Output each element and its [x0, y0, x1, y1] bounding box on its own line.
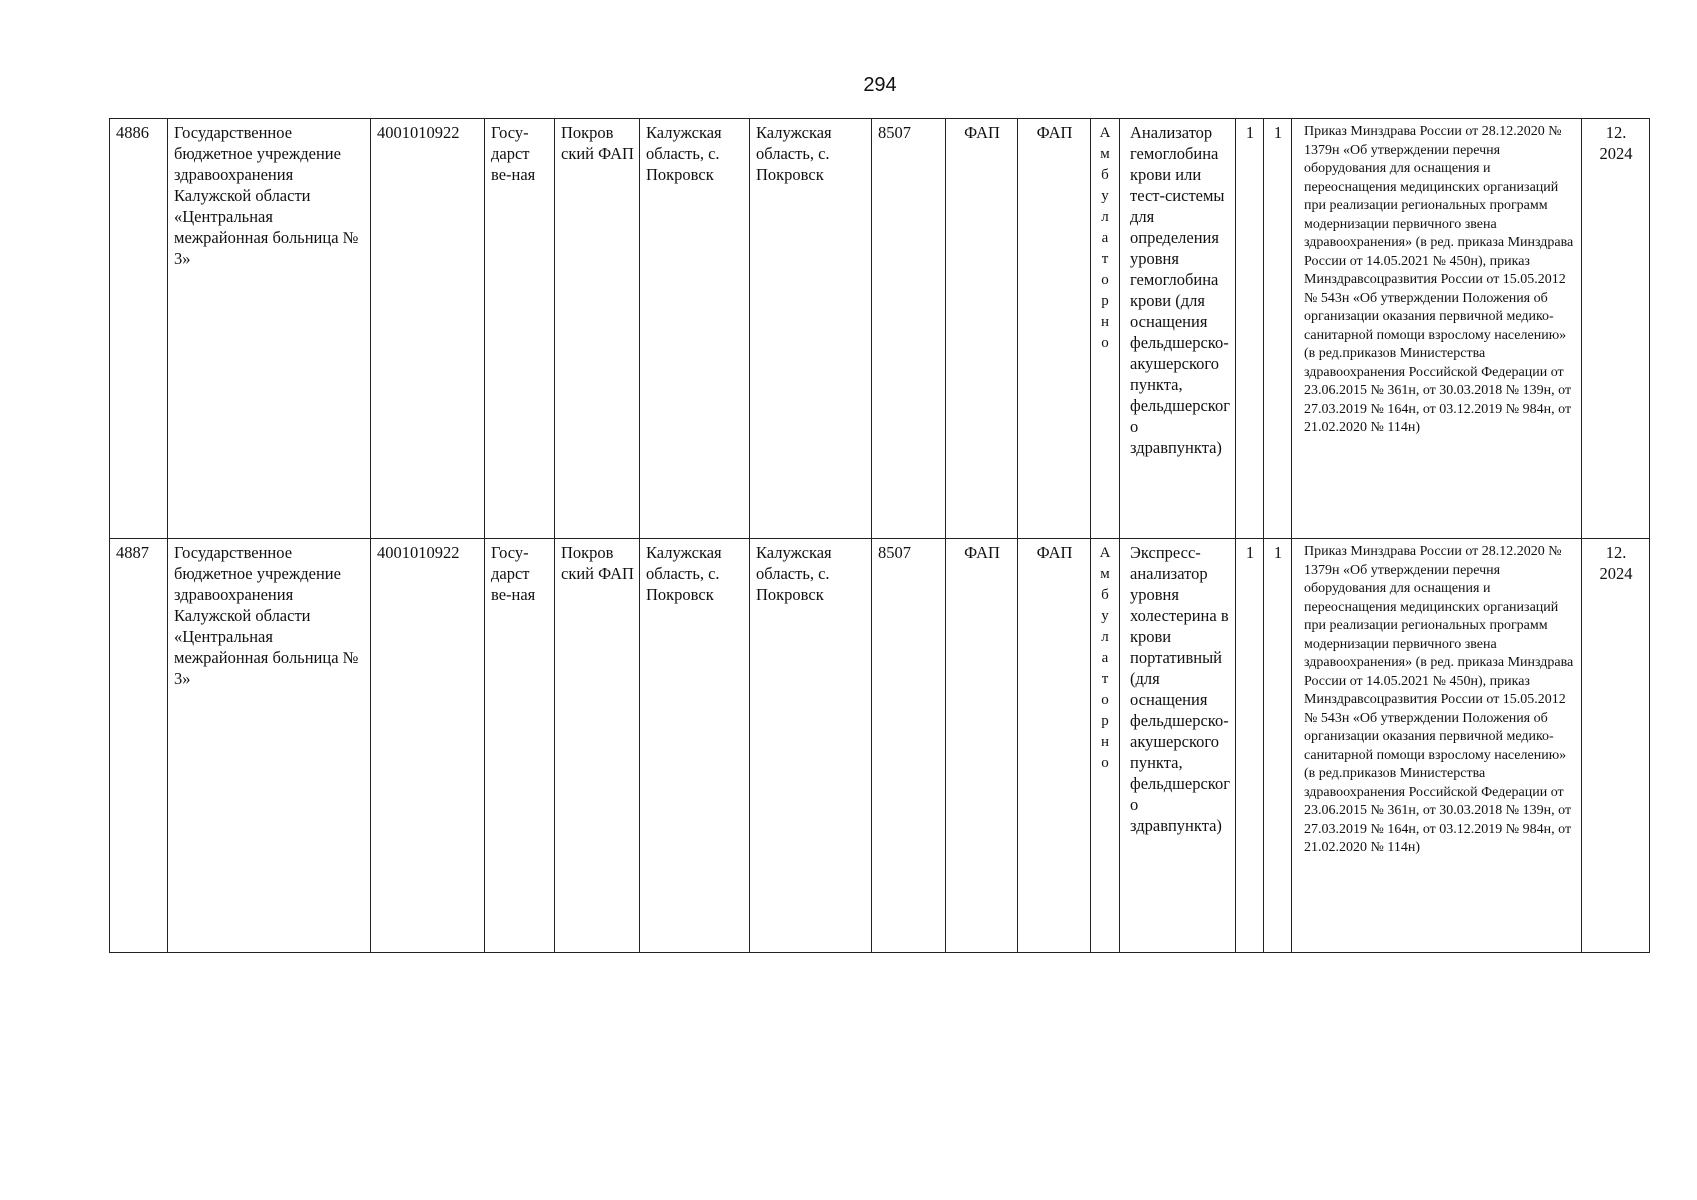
- ownership-cell: Госу-дарст ве-ная: [485, 119, 555, 539]
- legal-address-cell: Калужская область, с. Покровск: [640, 119, 750, 539]
- care-form-cell: А м б у л а т о р н о: [1091, 539, 1120, 953]
- actual-address-cell: Калужская область, с. Покровск: [750, 119, 872, 539]
- date-cell: 12. 2024: [1582, 539, 1650, 953]
- quantity-cell: 1: [1264, 539, 1292, 953]
- date-cell: 12. 2024: [1582, 119, 1650, 539]
- legal-address-cell: Калужская область, с. Покровск: [640, 539, 750, 953]
- type-cell: ФАП: [1018, 119, 1091, 539]
- legal-basis-cell: Приказ Минздрава России от 28.12.2020 № 1379н «Об утверждении перечня оборудования для оснащения и переоснащения медицинских организаций при реализации региональных программ модернизации первичного звена здравоохранения» (в ред. приказа Минздрава России от 14.05.2021 № 450н), приказ Минздравсоцразвития России от 15.05.2012 № 543н «Об утверждении Положения об организации оказания первичной медико-санитарной помощи взрослому населению» (в ред.приказов Министерства здравоохранения Российской Федерации от 23.06.2015 № 361н, от 30.03.2018 № 139н, от 27.03.2019 № 164н, от 03.12.2019 № 984н, от 21.02.2020 № 114н): [1292, 119, 1582, 539]
- code-cell: 8507: [872, 119, 946, 539]
- inn-cell: 4001010922: [371, 539, 485, 953]
- ownership-cell: Госу-дарст ве-ная: [485, 539, 555, 953]
- row-number: 4886: [110, 119, 168, 539]
- table-row: [110, 539, 1650, 953]
- type-cell: ФАП: [1018, 539, 1091, 953]
- actual-address-cell: Калужская область, с. Покровск: [750, 539, 872, 953]
- equipment-table: [109, 118, 1650, 953]
- code-cell: 8507: [872, 539, 946, 953]
- unit-cell: Покров ский ФАП: [555, 119, 640, 539]
- organization-name: Государственное бюджетное учреждение здравоохранения Калужской области «Центральная межрайонная больница № 3»: [168, 539, 371, 953]
- legal-basis-cell: Приказ Минздрава России от 28.12.2020 № 1379н «Об утверждении перечня оборудования для оснащения и переоснащения медицинских организаций при реализации региональных программ модернизации первичного звена здравоохранения» (в ред. приказа Минздрава России от 14.05.2021 № 450н), приказ Минздравсоцразвития России от 15.05.2012 № 543н «Об утверждении Положения об организации оказания первичной медико-санитарной помощи взрослому населению» (в ред.приказов Министерства здравоохранения Российской Федерации от 23.06.2015 № 361н, от 30.03.2018 № 139н, от 27.03.2019 № 164н, от 03.12.2019 № 984н, от 21.02.2020 № 114н): [1292, 539, 1582, 953]
- type-cell: ФАП: [946, 119, 1018, 539]
- organization-name: Государственное бюджетное учреждение здравоохранения Калужской области «Центральная межрайонная больница № 3»: [168, 119, 371, 539]
- row-number: 4887: [110, 539, 168, 953]
- unit-cell: Покров ский ФАП: [555, 539, 640, 953]
- type-cell: ФАП: [946, 539, 1018, 953]
- equipment-cell: Экспресс-анализатор уровня холестерина в крови портативный (для оснащения фельдшерско-акушерского пункта, фельдшерского здравпункта): [1120, 539, 1236, 953]
- quantity-cell: 1: [1236, 539, 1264, 953]
- care-form-cell: А м б у л а т о р н о: [1091, 119, 1120, 539]
- inn-cell: 4001010922: [371, 119, 485, 539]
- quantity-cell: 1: [1264, 119, 1292, 539]
- table-row: [110, 119, 1650, 539]
- equipment-cell: Анализатор гемоглобина крови или тест-системы для определения уровня гемоглобина крови (для оснащения фельдшерско-акушерского пункта, фельдшерского здравпункта): [1120, 119, 1236, 539]
- quantity-cell: 1: [1236, 119, 1264, 539]
- page-number: 294: [863, 74, 897, 96]
